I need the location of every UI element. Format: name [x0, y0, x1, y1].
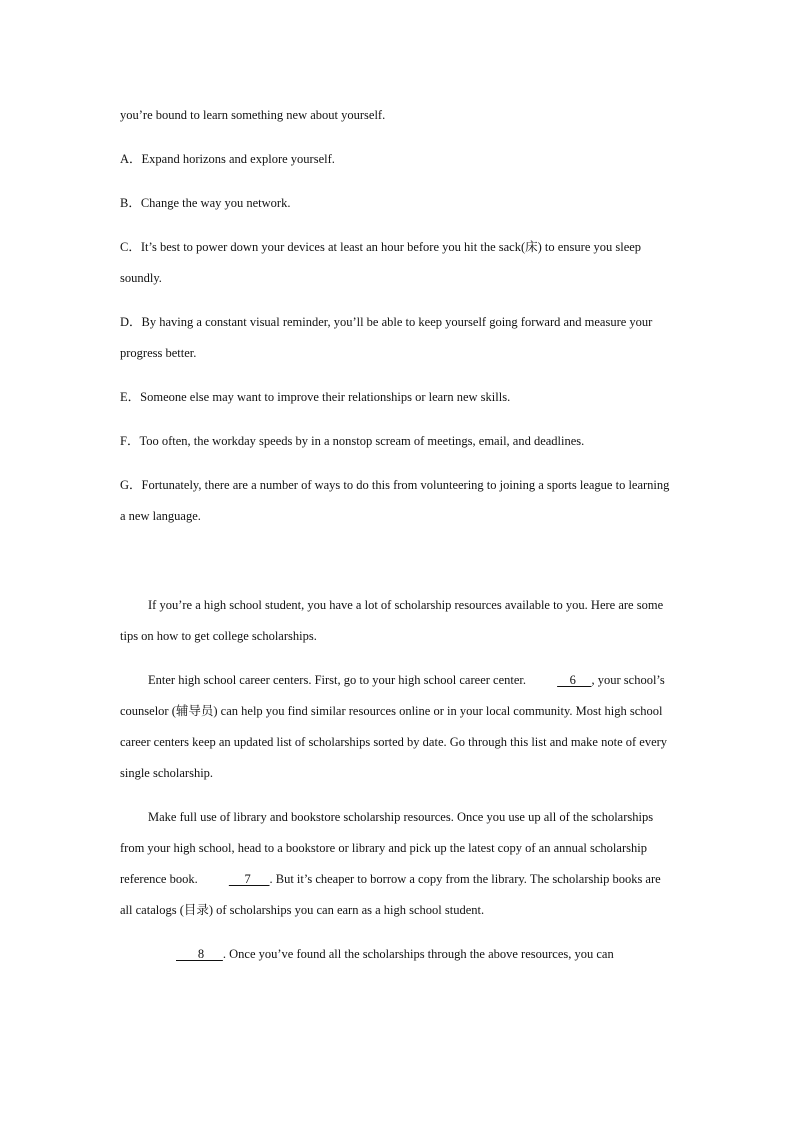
option-d: [120, 307, 676, 369]
option-letter: F．: [120, 434, 140, 448]
document-page: [120, 100, 676, 970]
option-text: Someone else may want to improve their relationships or learn new skills.: [140, 390, 511, 404]
option-g: [120, 470, 676, 532]
answer-blank-6: 6: [557, 673, 592, 687]
option-text: It’s best to power down your devices at least an hour before you hit the sack(床) to ensure you sleep soundly.: [120, 240, 642, 285]
option-letter: E．: [120, 390, 141, 404]
option-c: [120, 232, 676, 294]
option-e: [120, 382, 676, 413]
option-letter: G．: [120, 478, 142, 492]
passage-paragraph-1: If you’re a high school student, you have a lot of scholarship resources available to you. Here are some tips on how to get college scholarships.: [120, 598, 664, 643]
option-letter: A．: [120, 152, 142, 166]
passage-paragraph-2: [120, 665, 676, 789]
option-a: [120, 144, 676, 175]
option-letter: B．: [120, 196, 141, 210]
passage-paragraph-3: [120, 802, 676, 926]
option-b: [120, 188, 676, 219]
option-letter: D．: [120, 315, 142, 329]
option-letter: C．: [120, 240, 141, 254]
paragraph-text: . But it’s cheaper to borrow a copy from the library. The scholarship books are all catalogs (目录) of scholarships you can earn as a high school student.: [120, 872, 661, 917]
paragraph-text: , your school’s counselor (辅导员) can help you find similar resources online or in your local community. Most high school career centers keep an updated list of scholarships sorted by date. Go through this list and make note of every single scholarship.: [120, 673, 668, 780]
option-text: Fortunately, there are a number of ways to do this from volunteering to joining a sports league to learning a new language.: [120, 478, 670, 523]
option-text: Change the way you network.: [140, 196, 291, 210]
paragraph-text: Make full use of library and bookstore scholarship resources. Once you use up all of the scholarships from your high school, head to a bookstore or library and pick up the latest copy of an annual scholarship reference book.: [120, 810, 654, 886]
paragraph-text: . Once you’ve found all the scholarships through the above resources, you can: [222, 947, 614, 961]
paragraph-text: Enter high school career centers. First, go to your high school career center.: [148, 673, 526, 687]
option-text: Expand horizons and explore yourself.: [141, 152, 335, 166]
intro-tail: you’re bound to learn something new about yourself.: [120, 108, 386, 122]
answer-blank-7: 7: [228, 872, 270, 886]
option-f: [120, 426, 676, 457]
answer-blank-8: 8: [176, 947, 223, 961]
option-text: By having a constant visual reminder, you’ll be able to keep yourself going forward and measure your progress better.: [120, 315, 653, 360]
passage-paragraph-4: [120, 939, 676, 970]
option-text: Too often, the workday speeds by in a nonstop scream of meetings, email, and deadlines.: [139, 434, 585, 448]
